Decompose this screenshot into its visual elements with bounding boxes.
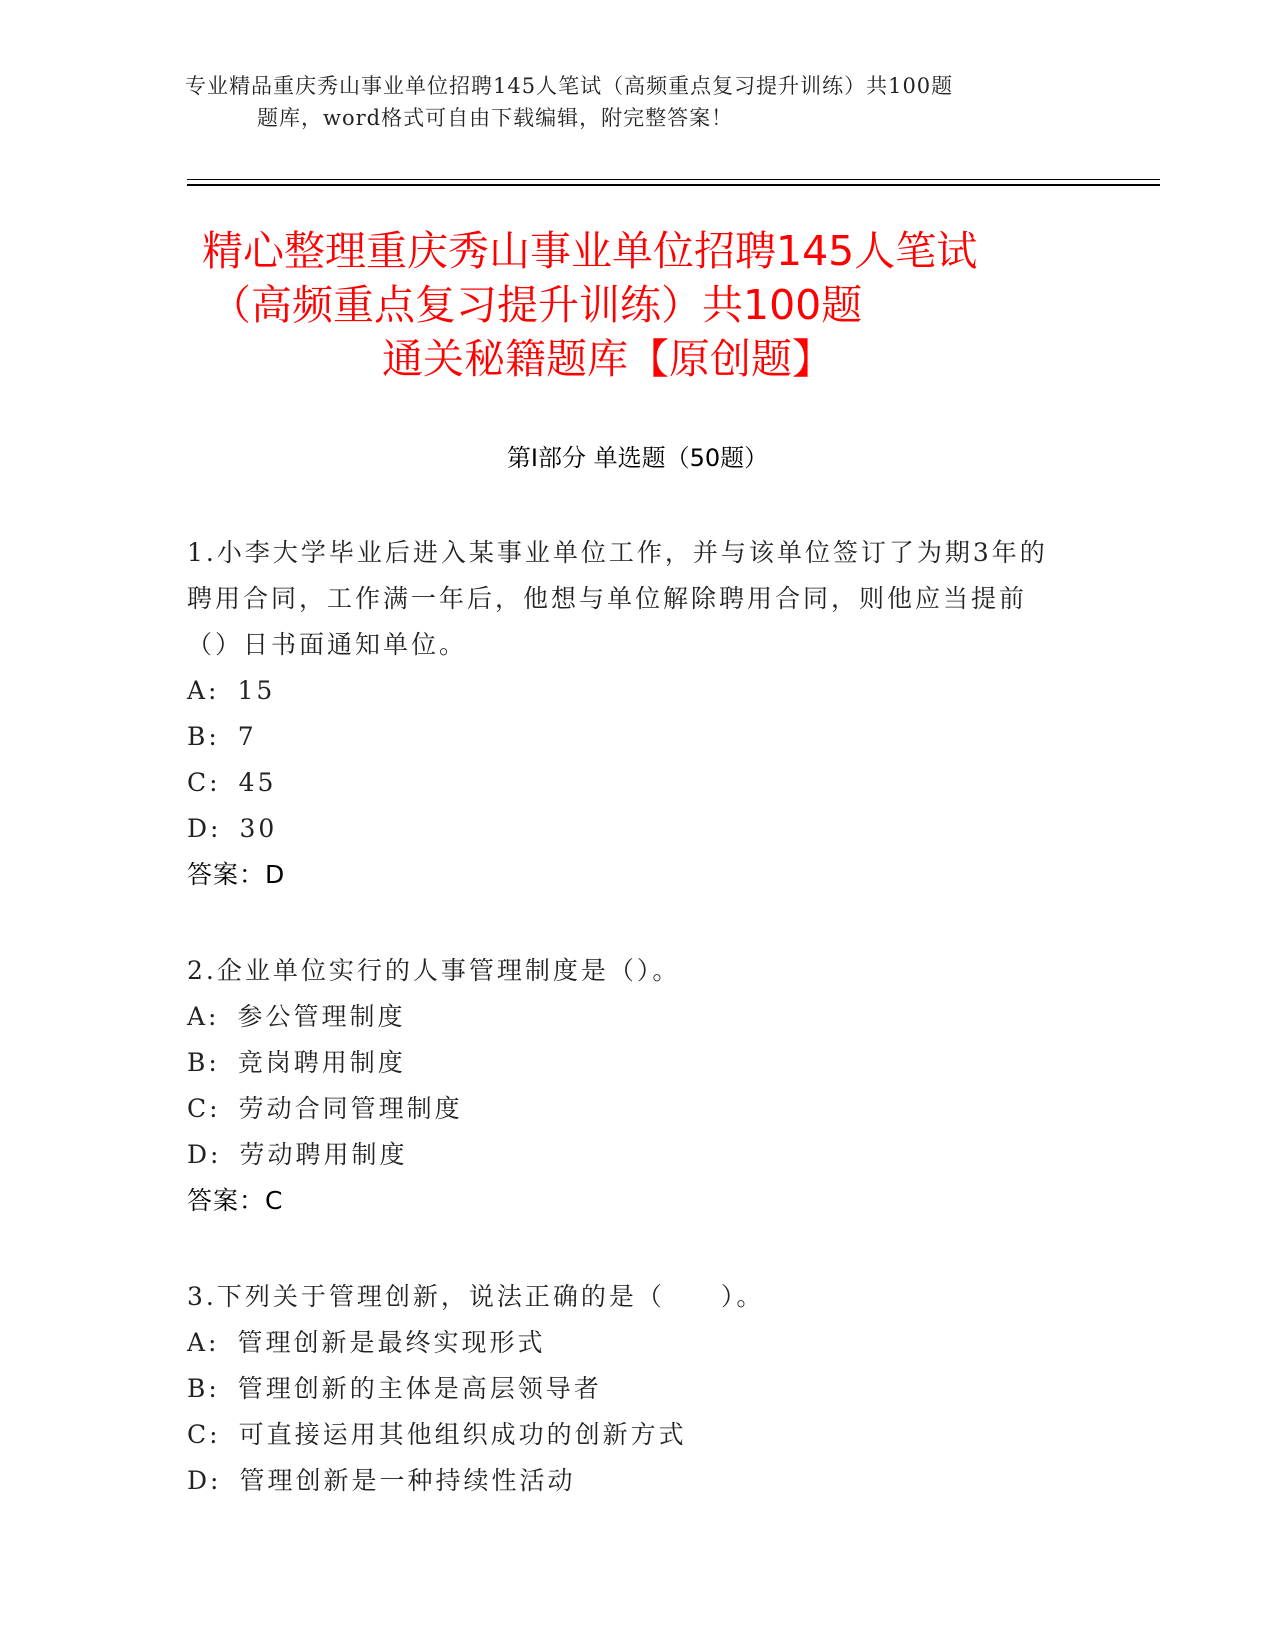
option-letter: B: [187,1374,220,1403]
answer-key: 答案：D [187,860,286,889]
option-b [187,1366,1067,1412]
header-note-line-1: 专业精品重庆秀山事业单位招聘145人笔试（高频重点复习提升训练）共100题 [185,74,954,98]
option-text: 7 [237,722,257,751]
answer-key: 答案：C [187,1186,284,1215]
option-text: 45 [238,768,277,797]
option-letter: D: [187,814,222,843]
option-d [187,1458,1067,1504]
option-text: 参公管理制度 [237,1002,406,1031]
question-stem: 3.下列关于管理创新，说法正确的是（ ）。 [187,1282,765,1311]
option-b [187,714,1067,760]
option-letter: A: [187,1328,220,1357]
option-letter: B: [187,722,220,751]
option-letter: C: [187,1094,221,1123]
question-item [187,530,1067,898]
option-d [187,806,1067,852]
title-line-3: 通关秘籍题库【原创题】 [382,335,833,383]
option-letter: B: [187,1048,220,1077]
option-letter: D: [187,1466,222,1495]
option-a [187,1320,1067,1366]
question-stem: 1.小李大学毕业后进入某事业单位工作，并与该单位签订了为期3年的聘用合同，工作满一年后，他想与单位解除聘用合同，则他应当提前（）日书面通知单位。 [187,538,1048,659]
question-item [187,1274,1067,1504]
question-stem: 2.企业单位实行的人事管理制度是（）。 [187,956,681,985]
option-text: 劳动聘用制度 [239,1140,408,1169]
header-divider-thick [187,184,1160,186]
question-list [187,530,1067,1504]
option-text: 15 [237,676,276,705]
question-item [187,948,1067,1224]
option-d [187,1132,1067,1178]
option-text: 可直接运用其他组织成功的创新方式 [238,1420,687,1449]
option-text: 劳动合同管理制度 [238,1094,463,1123]
option-text: 30 [239,814,278,843]
section-heading: 第Ⅰ部分 单选题（50题） [506,444,769,472]
option-c [187,760,1067,806]
header-note-line-2: 题库，word格式可自由下载编辑，附完整答案！ [257,106,734,130]
option-text: 管理创新是一种持续性活动 [239,1466,576,1495]
option-c [187,1412,1067,1458]
option-b [187,1040,1067,1086]
option-text: 管理创新是最终实现形式 [237,1328,546,1357]
option-letter: C: [187,768,221,797]
option-a [187,668,1067,714]
option-letter: A: [187,1002,220,1031]
option-letter: C: [187,1420,221,1449]
option-text: 竞岗聘用制度 [237,1048,406,1077]
option-c [187,1086,1067,1132]
option-letter: D: [187,1140,222,1169]
option-text: 管理创新的主体是高层领导者 [237,1374,602,1403]
title-line-2: （高频重点复习提升训练）共100题 [210,281,863,329]
title-line-1: 精心整理重庆秀山事业单位招聘145人笔试 [202,227,978,275]
header-divider-thin [187,179,1160,180]
option-a [187,994,1067,1040]
option-letter: A: [187,676,220,705]
